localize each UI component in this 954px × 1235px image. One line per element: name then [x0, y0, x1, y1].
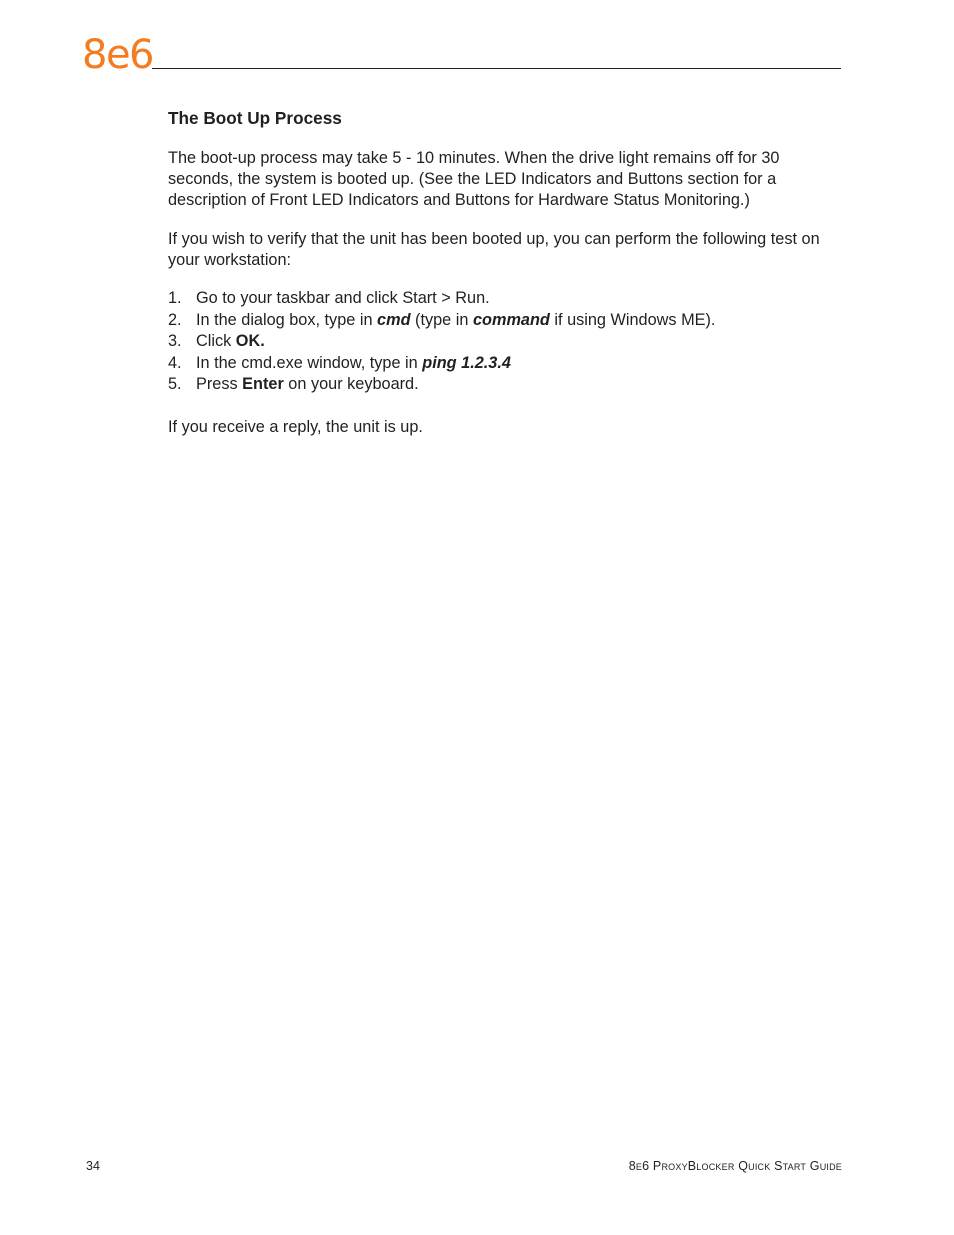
result-paragraph: If you receive a reply, the unit is up.: [168, 417, 423, 436]
ok-keyword: OK.: [235, 332, 265, 350]
step-text: Click: [196, 332, 236, 350]
list-item: [168, 353, 848, 375]
step-number: 2.: [168, 310, 182, 329]
step-text: (type in: [410, 310, 473, 329]
steps-list: [168, 288, 848, 396]
page-number: 34: [86, 1159, 100, 1173]
step-number: 4.: [168, 353, 182, 372]
step-text: if using Windows ME).: [549, 310, 716, 329]
step-text: on your keyboard.: [283, 375, 419, 393]
page-content: [168, 106, 848, 438]
step-number: 5.: [168, 375, 182, 393]
verify-paragraph: If you wish to verify that the unit has been booted up, you can perform the following test on your workstation:: [168, 230, 820, 269]
step-number: 1.: [168, 289, 182, 307]
step-text: In the dialog box, type in: [196, 310, 378, 329]
intro-paragraph: The boot-up process may take 5 - 10 minutes. When the drive light remains off for 30 seconds, the system is booted up. (See the LED Indicators and Buttons section for a description of Front LED Indicators and Buttons for Hardware Status Monitoring.): [168, 149, 780, 209]
list-item: [168, 374, 848, 396]
command-keyword: command: [472, 310, 550, 329]
enter-keyword: Enter: [242, 375, 284, 393]
list-item: [168, 331, 848, 353]
ping-command: ping 1.2.3.4: [422, 353, 511, 372]
step-text: Go to your taskbar and click Start > Run.: [196, 289, 490, 307]
list-item: [168, 310, 848, 332]
step-text: Press: [196, 375, 243, 393]
step-number: 3.: [168, 332, 182, 350]
brand-logo: 8e6: [82, 32, 154, 78]
cmd-keyword: cmd: [377, 310, 411, 329]
section-title: The Boot Up Process: [168, 108, 342, 128]
step-text: In the cmd.exe window, type in: [196, 353, 423, 372]
list-item: [168, 288, 848, 310]
header-rule: [152, 68, 841, 69]
guide-title: 8e6 ProxyBlocker Quick Start Guide: [628, 1159, 842, 1173]
